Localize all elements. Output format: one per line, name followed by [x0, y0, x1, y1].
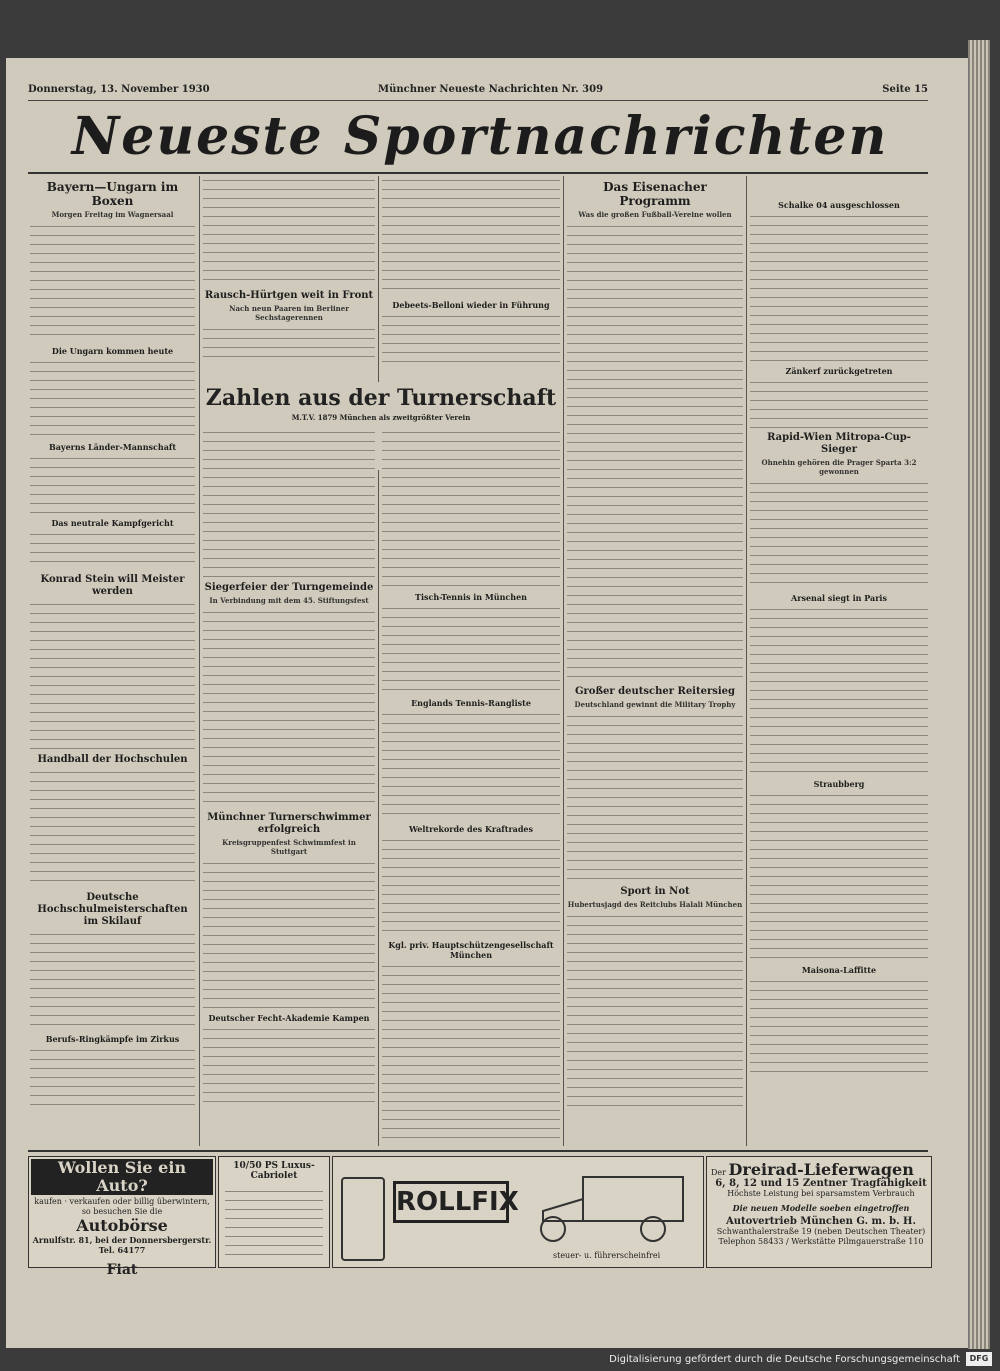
- column-1: [30, 176, 195, 1146]
- subheadline: Ohnehin gehören die Prager Sparta 3:2 gewonnen: [761, 458, 917, 476]
- column-rule: [378, 176, 379, 382]
- masthead-title: Neueste Sportnachrichten: [71, 106, 889, 167]
- column-3-top: [382, 176, 560, 382]
- body-text: [567, 712, 743, 882]
- advertisement-strip: [28, 1150, 928, 1278]
- ad-address: Arnulfstr. 81, bei der Donnersbergerstr. Tel. 64177: [32, 1235, 212, 1255]
- ad-autoboerse: [28, 1156, 216, 1278]
- body-text: [203, 428, 375, 578]
- body-text: [30, 530, 195, 570]
- body-text: [567, 222, 743, 682]
- subheadline: Kreisgruppenfest Schwimmfest in Stuttgart: [222, 838, 356, 856]
- header-date: Donnerstag, 13. November 1930: [28, 84, 210, 95]
- ad-dreirad-perf: Höchste Leistung bei sparsamstem Verbrauch: [727, 1189, 915, 1198]
- body-text: [30, 600, 195, 750]
- column-rule: [563, 176, 564, 1146]
- subheadline: Nach neun Paaren im Berliner Sechstagerennen: [229, 304, 349, 322]
- dfg-logo: DFG: [966, 1352, 992, 1366]
- body-text: [203, 1025, 375, 1105]
- header-paper: Münchner Neueste Nachrichten Nr. 309: [378, 84, 604, 95]
- ad-cabriolet-title: 10/50 PS Luxus-Cabriolet: [233, 1161, 315, 1181]
- ad-fiat: Fiat: [106, 1262, 138, 1278]
- body-text: [750, 212, 928, 362]
- subheadline: In Verbindung mit dem 45. Stiftungsfest: [209, 596, 369, 605]
- body-text: [30, 222, 195, 342]
- ad-dreirad-new: Die neuen Modelle soeben eingetroffen: [732, 1203, 910, 1213]
- subheadline: Hubertusjagd des Reitclubs Halali München: [567, 900, 743, 909]
- body-text: [203, 608, 375, 808]
- body-text: [382, 604, 560, 694]
- headline: Rapid-Wien Mitropa-Cup-Sieger: [767, 432, 911, 455]
- ad-dreirad-title: Dreirad-Lieferwagen: [728, 1160, 914, 1179]
- headline: Rausch-Hürtgen weit in Front: [204, 290, 374, 301]
- body-text: [567, 912, 743, 1112]
- ad-text: kaufen · verkaufen oder billig überwintern, so besuchen Sie die: [34, 1197, 210, 1216]
- ad-rollfix-sub: steuer- u. führerscheinfrei: [553, 1251, 661, 1260]
- section-heading: Die Ungarn kommen heute: [51, 346, 174, 356]
- column-rule: [746, 176, 747, 1146]
- body-text: [750, 479, 928, 589]
- ad-dreirad-pre: Der: [711, 1168, 726, 1177]
- column-3-bottom: [382, 428, 560, 1146]
- headline: Zahlen aus der Turnerschaft: [205, 385, 557, 411]
- column-4: [567, 176, 743, 1146]
- wide-article-header: [202, 384, 560, 425]
- section-heading: Deutscher Fecht-Akademie Kampen: [208, 1013, 370, 1023]
- masthead-rule: [28, 172, 928, 174]
- body-text: [203, 176, 375, 286]
- section-heading: Bayerns Länder-Mannschaft: [48, 442, 177, 452]
- section-heading: Zänkerf zurückgetreten: [785, 366, 893, 376]
- section-heading: Schalke 04 ausgeschlossen: [778, 200, 900, 210]
- ad-rollfix-logo: ROLLFIX: [393, 1181, 509, 1223]
- body-text: [203, 325, 375, 365]
- ad-dreirad-address: Schwanthalerstraße 19 (neben Deutschen Theater): [716, 1227, 926, 1236]
- headline: Handball der Hochschulen: [37, 754, 188, 765]
- section-heading: Straubberg: [813, 779, 865, 789]
- body-text: [203, 859, 375, 1009]
- section-heading: Englands Tennis-Rangliste: [411, 698, 531, 708]
- column-rule: [378, 470, 379, 1146]
- body-text: [382, 428, 560, 588]
- column-5: [750, 176, 928, 1146]
- ad-dreirad: [706, 1156, 932, 1268]
- ad-cabriolet: [218, 1156, 330, 1268]
- body-text: [382, 176, 560, 296]
- body-text: [750, 176, 928, 196]
- headline: Das Eisenacher Programm: [603, 180, 707, 208]
- header-page-number: Seite 15: [882, 84, 928, 95]
- body-text: [382, 836, 560, 936]
- bottle-icon: [341, 1177, 385, 1261]
- headline: Konrad Stein will Meister werden: [40, 574, 185, 597]
- page-header: [28, 84, 928, 101]
- headline: Deutsche Hochschulmeisterschaften im Skilauf: [37, 892, 188, 927]
- column-2-top: [203, 176, 375, 382]
- ad-title: Wollen Sie ein Auto?: [31, 1159, 213, 1195]
- delivery-tricycle-icon: [523, 1171, 693, 1245]
- headline: Sport in Not: [620, 886, 690, 897]
- ad-dreirad-dealer: Autovertrieb München G. m. b. H.: [726, 1216, 916, 1227]
- book-page-edges: [968, 40, 990, 1350]
- subheadline: Was die großen Fußball-Vereine wollen: [578, 210, 732, 219]
- headline: Bayern—Ungarn im Boxen: [46, 180, 179, 208]
- ad-dreirad-phone: Telephon 58433 / Werkstätte Pilmgauerstraße 110: [718, 1237, 924, 1246]
- section-heading: Kgl. priv. Hauptschützengesellschaft München: [388, 940, 554, 960]
- section-heading: Berufs-Ringkämpfe im Zirkus: [45, 1034, 180, 1044]
- subheadline: M.T.V. 1879 München als zweitgrößter Verein: [291, 413, 471, 422]
- section-heading: Tisch-Tennis in München: [415, 592, 527, 602]
- ad-body: [225, 1187, 323, 1257]
- section-heading: Weltrekorde des Kraftrades: [408, 824, 534, 834]
- ad-dreirad-load: 6, 8, 12 und 15 Zentner Tragfähigkeit: [715, 1178, 927, 1189]
- body-text: [382, 962, 560, 1142]
- headline: Münchner Turnerschwimmer erfolgreich: [207, 812, 371, 835]
- body-text: [30, 1046, 195, 1106]
- body-text: [30, 358, 195, 438]
- headline: Siegerfeier der Turngemeinde: [204, 582, 374, 593]
- ad-rollfix: [332, 1156, 704, 1268]
- section-heading: Das neutrale Kampfgericht: [51, 518, 174, 528]
- body-text: [30, 454, 195, 514]
- body-text: [750, 378, 928, 428]
- body-text: [382, 312, 560, 362]
- body-text: [750, 605, 928, 775]
- column-rule: [199, 176, 200, 1146]
- subheadline: Morgen Freitag im Wagnersaal: [51, 210, 174, 219]
- digitization-footer: [0, 1349, 1000, 1371]
- body-text: [750, 977, 928, 1077]
- section-heading: Maisona-Laffitte: [801, 965, 877, 975]
- footer-text: Digitalisierung gefördert durch die Deutsche Forschungsgemeinschaft: [609, 1354, 960, 1365]
- body-text: [30, 768, 195, 888]
- headline: Großer deutscher Reitersieg: [574, 686, 736, 697]
- column-2-bottom: [203, 428, 375, 1146]
- body-text: [30, 930, 195, 1030]
- body-text: [750, 791, 928, 961]
- subheadline: Deutschland gewinnt die Military Trophy: [574, 700, 736, 709]
- body-text: [382, 710, 560, 820]
- ad-name: Autobörse: [76, 1216, 168, 1235]
- section-heading: Debeets-Belloni wieder in Führung: [392, 300, 550, 310]
- section-heading: Arsenal siegt in Paris: [791, 593, 887, 603]
